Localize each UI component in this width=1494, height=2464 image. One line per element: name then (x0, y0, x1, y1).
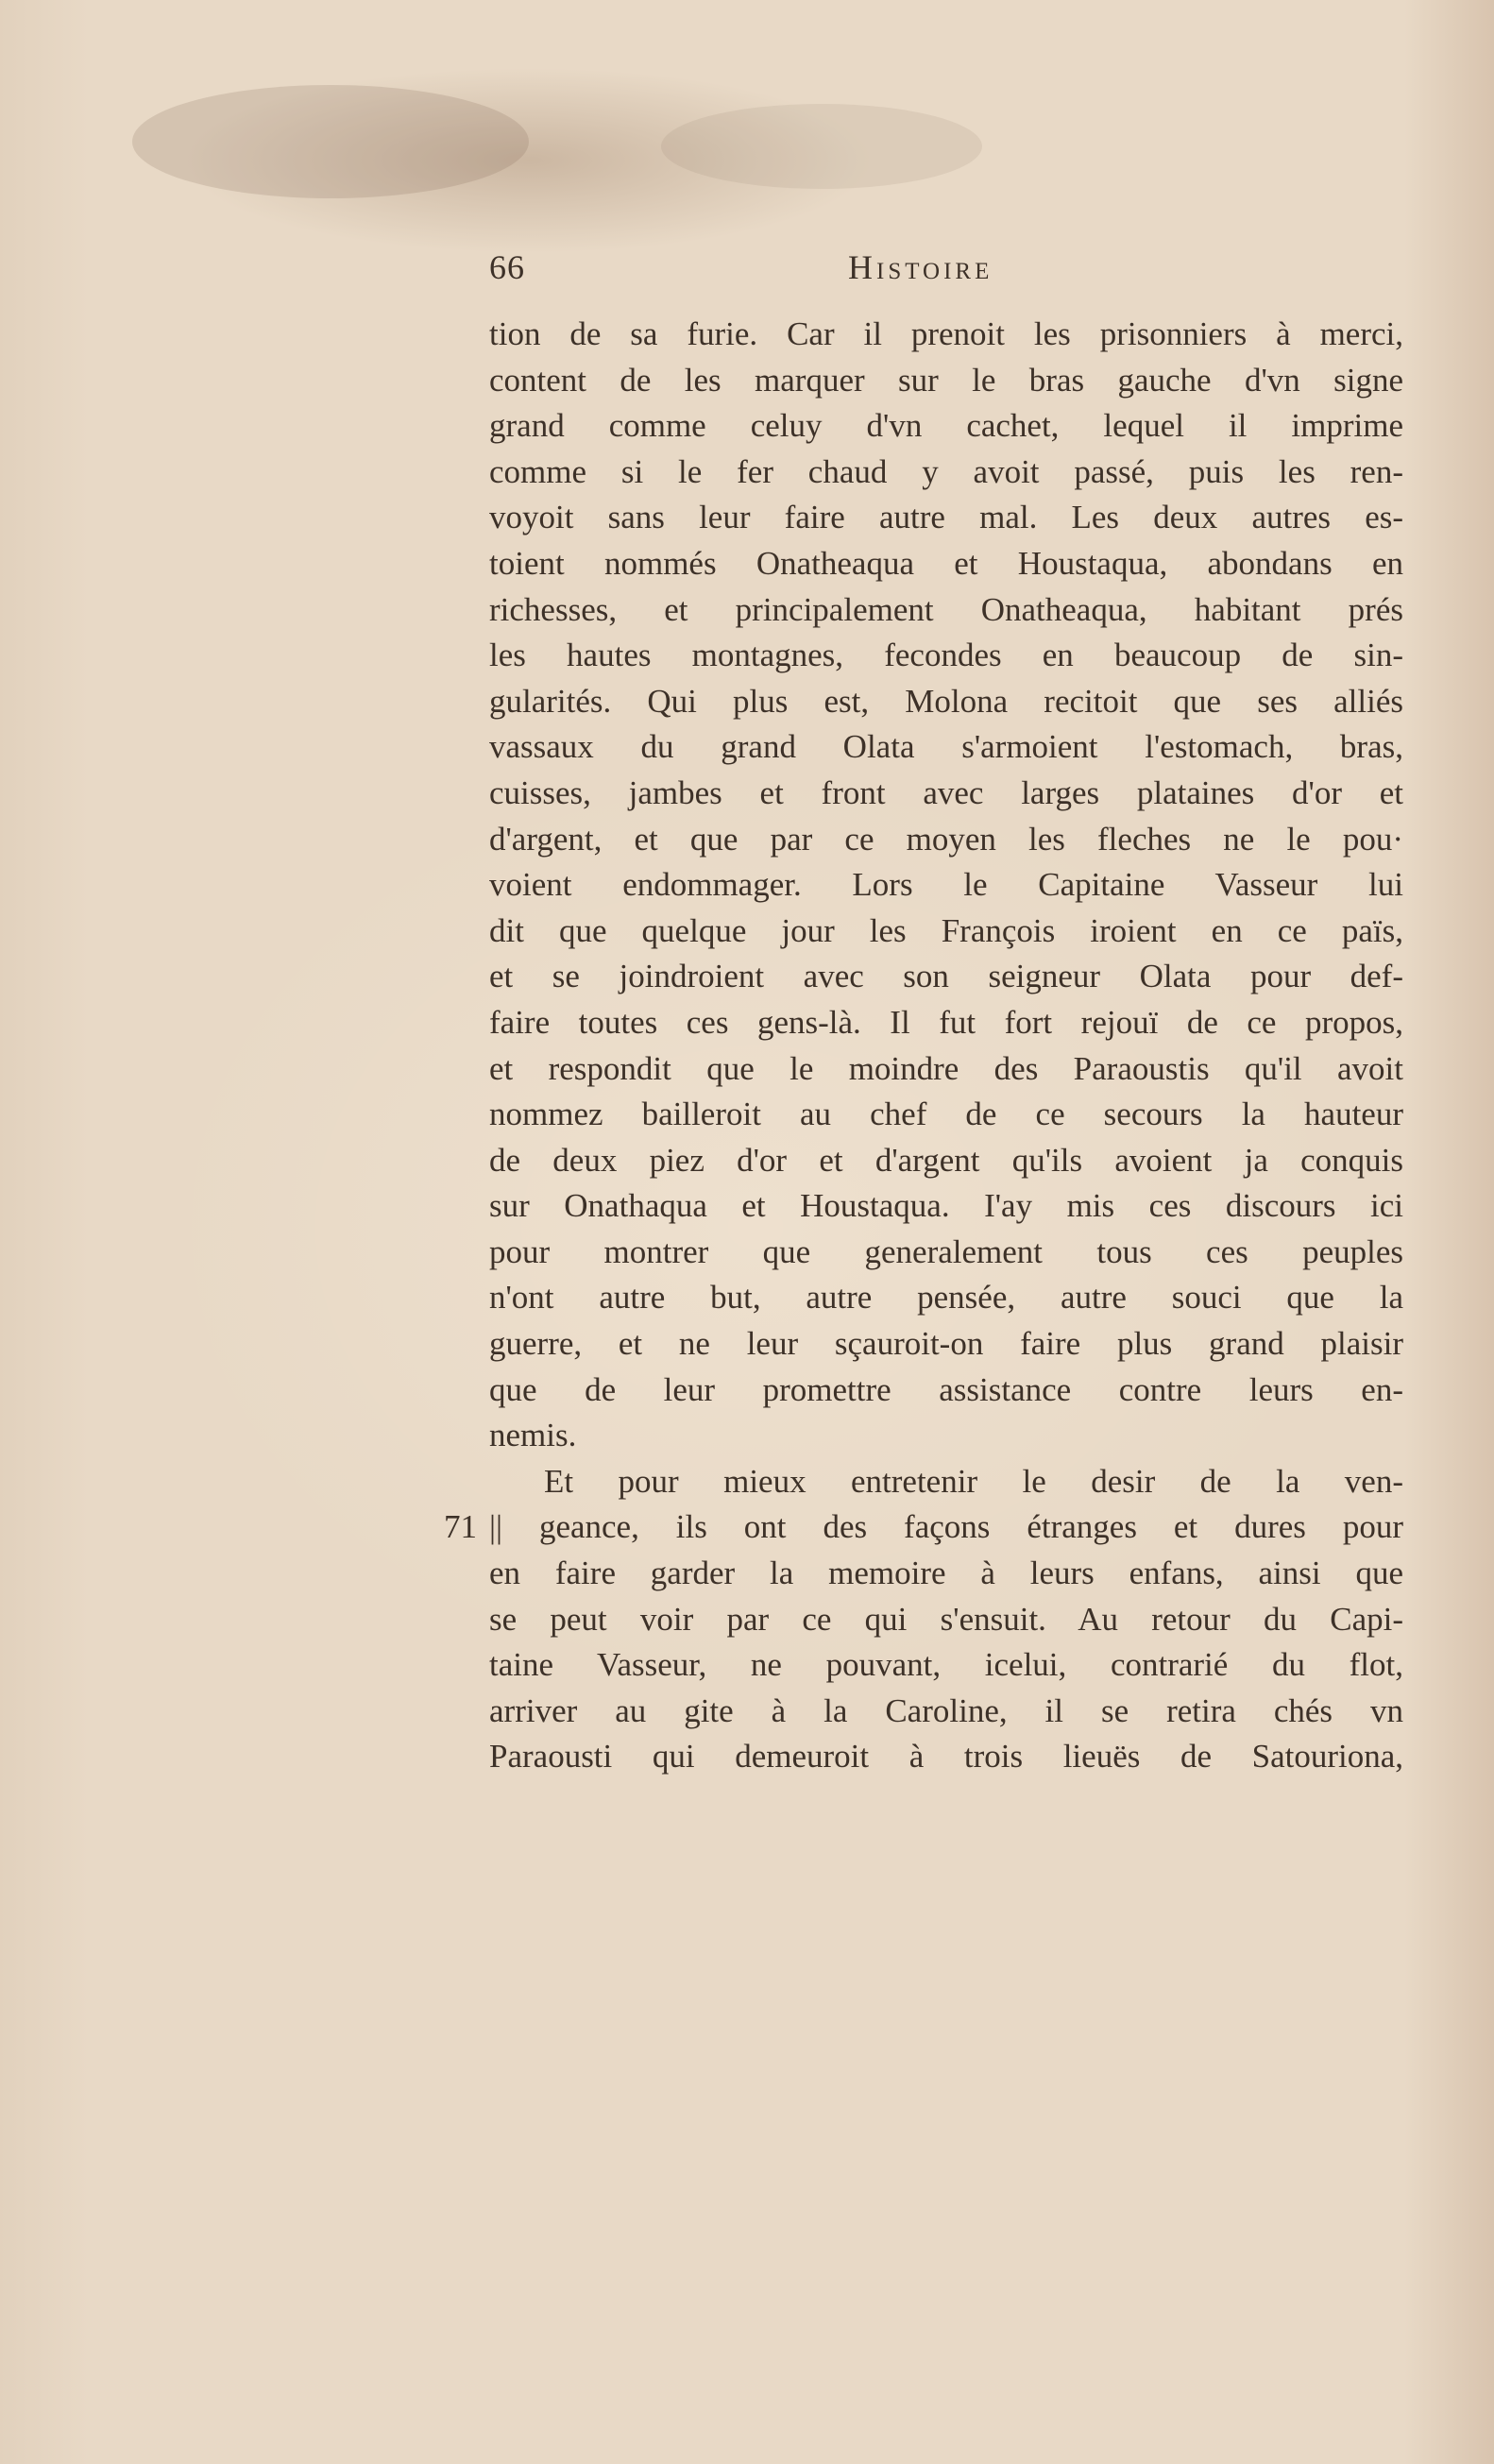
text-line: richesses, et principalement Onatheaqua, habitant prés (489, 590, 1403, 628)
text-line: Et pour mieux entretenir le desir de la ven- (544, 1462, 1403, 1500)
text-line: et se joindroient avec son seigneur Olata pour def- (489, 958, 1403, 995)
text-line: nemis. (489, 1417, 577, 1454)
text-line: se peut voir par ce qui s'ensuit. Au retour du Capi- (489, 1600, 1403, 1638)
text-line: content de les marquer sur le bras gauche d'vn signe (489, 361, 1403, 399)
text-line: n'ont autre but, autre pensée, autre souci que la (489, 1279, 1403, 1317)
text-line: grand comme celuy d'vn cachet, lequel il imprime (489, 407, 1403, 445)
text-line: dit que quelque jour les François iroient en ce païs, (489, 911, 1403, 949)
text-line: guerre, et ne leur sçauroit-on faire plus grand plaisir (489, 1325, 1403, 1363)
text-line: sur Onathaqua et Houstaqua. I'ay mis ces discours ici (489, 1187, 1403, 1225)
text-line: voyoit sans leur faire autre mal. Les deux autres es- (489, 499, 1403, 536)
paper-stain (132, 85, 529, 198)
text-line: taine Vasseur, ne pouvant, icelui, contrarié du flot, (489, 1646, 1403, 1684)
text-line: gularités. Qui plus est, Molona recitoit que ses alliés (489, 682, 1403, 720)
text-line: pour montrer que generalement tous ces peuples (489, 1232, 1403, 1270)
text-line: tion de sa furie. Car il prenoit les prisonniers à merci, (489, 315, 1403, 352)
text-line: voient endommager. Lors le Capitaine Vasseur lui (489, 866, 1403, 904)
body-text (489, 312, 1403, 1780)
text-line: toient nommés Onatheaqua et Houstaqua, abondans en (489, 544, 1403, 582)
text-line: arriver au gite à la Caroline, il se retira chés vn (489, 1691, 1403, 1729)
text-line: vassaux du grand Olata s'armoient l'estomach, bras, (489, 728, 1403, 766)
page-number: 66 (489, 248, 525, 286)
text-line: comme si le fer chaud y avoit passé, puis les ren- (489, 452, 1403, 490)
paper-stain (661, 104, 982, 189)
text-line: de deux piez d'or et d'argent qu'ils avoient ja conquis (489, 1141, 1403, 1179)
margin-line-number: 71 (444, 1508, 477, 1545)
text-line: que de leur promettre assistance contre leurs en- (489, 1370, 1403, 1408)
text-line: faire toutes ces gens-là. Il fut fort rejouï de ce propos, (489, 1003, 1403, 1041)
running-head: Histoire (848, 248, 993, 286)
text-line: d'argent, et que par ce moyen les fleches ne le pou· (489, 820, 1403, 858)
text-line: || geance, ils ont des façons étranges et dures pour (489, 1508, 1403, 1546)
text-line: les hautes montagnes, fecondes en beaucoup de sin- (489, 637, 1403, 674)
text-line: nommez bailleroit au chef de ce secours la hauteur (489, 1096, 1403, 1133)
text-line: cuisses, jambes et front avec larges plataines d'or et (489, 773, 1403, 811)
text-line: en faire garder la memoire à leurs enfans, ainsi que (489, 1555, 1403, 1592)
text-line: Paraousti qui demeuroit à trois lieuës de Satouriona, (489, 1738, 1403, 1776)
page-header (489, 247, 1377, 293)
text-line: et respondit que le moindre des Paraoustis qu'il avoit (489, 1049, 1403, 1087)
